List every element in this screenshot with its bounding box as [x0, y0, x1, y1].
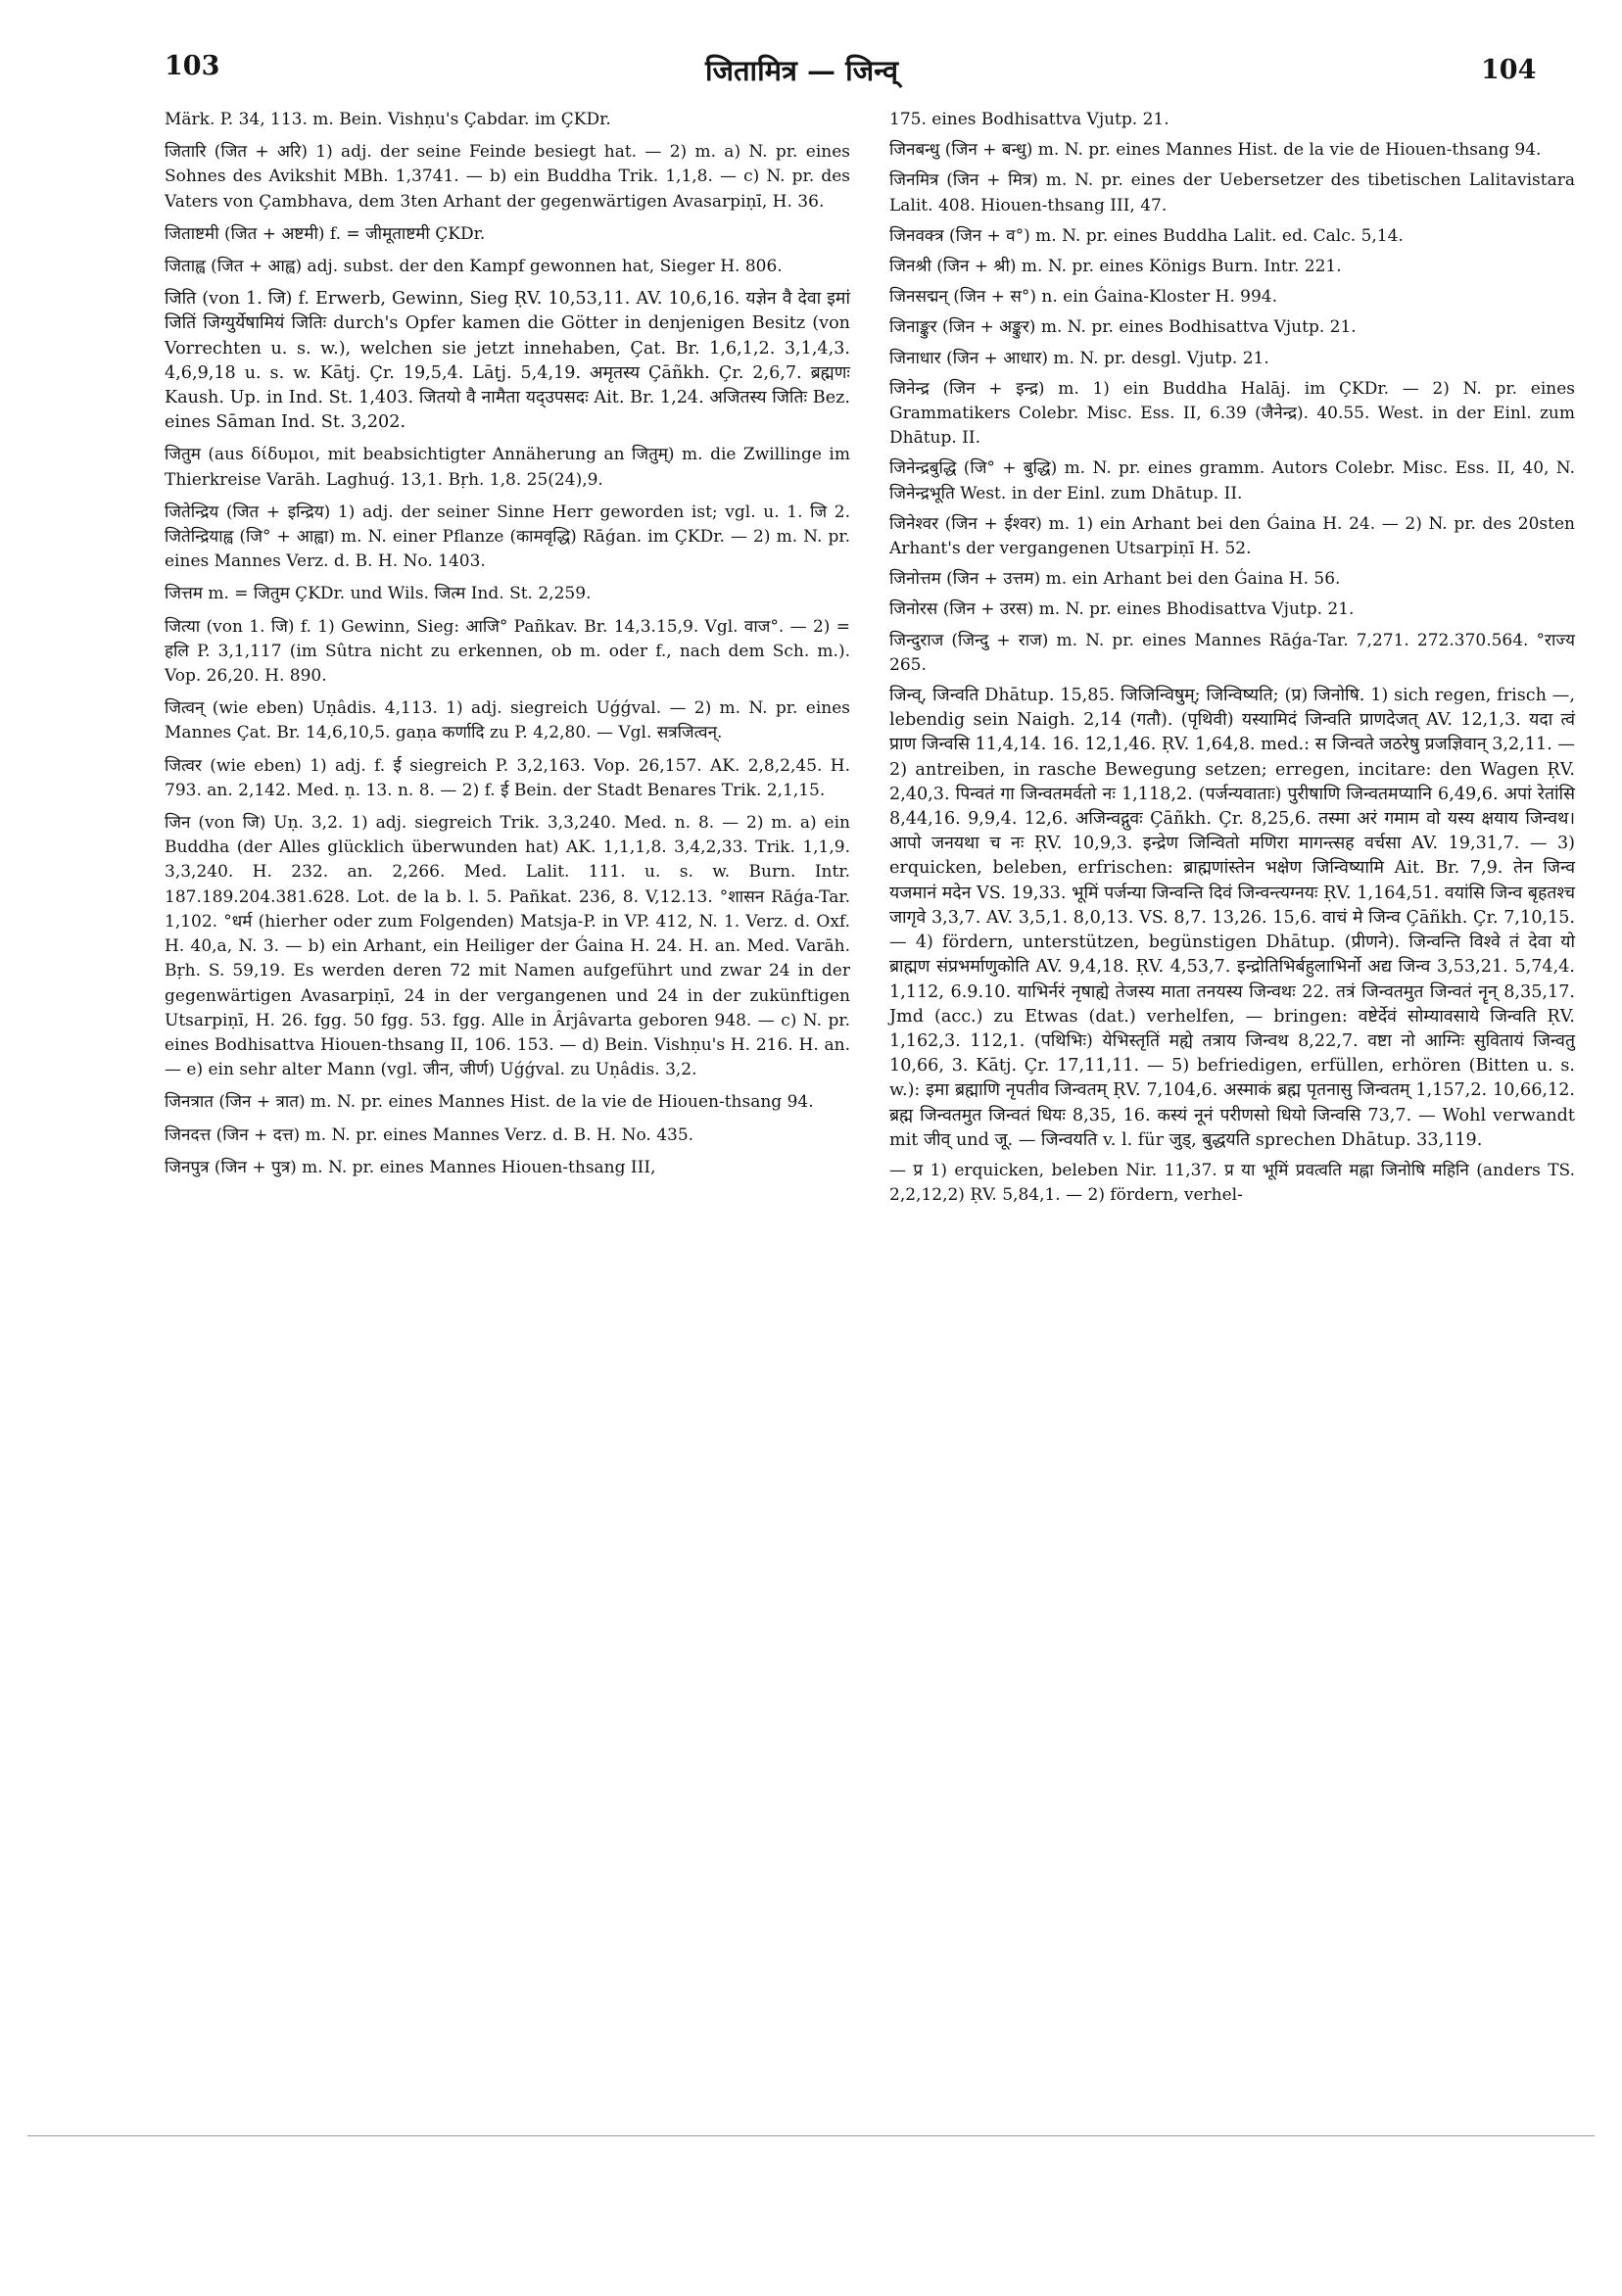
dictionary-entry: जिन्दुराज (जिन्दु + राज) m. N. pr. eines Mannes Rāǵa-Tar. 7,271. 272.370.564. °राज्य 265.	[889, 630, 1575, 675]
left-column	[165, 108, 850, 1188]
page-header	[0, 51, 1622, 90]
dictionary-entry: जिनेन्द्रबुद्धि (जि° + बुद्धि) m. N. pr. eines gramm. Autors Colebr. Misc. Ess. II, 40, N. जिनेन्द्रभूति West. in der Einl. zum Dhātup. II.	[889, 458, 1575, 503]
dictionary-entry: जिताह्व (जित + आह्व) adj. subst. der den Kampf gewonnen hat, Sieger H. 806.	[165, 257, 783, 277]
page-number-left: 103	[165, 51, 220, 81]
dictionary-entry: जिनोत्तम (जिन + उत्तम) m. ein Arhant bei den Ǵaina H. 56.	[889, 569, 1341, 590]
dictionary-entry: जिनदत्त (जिन + दत्त) m. N. pr. eines Mannes Verz. d. B. H. No. 435.	[165, 1124, 694, 1145]
footer-rule	[27, 2135, 1595, 2136]
dictionary-entry: जिनाधार (जिन + आधार) m. N. pr. desgl. Vjutp. 21.	[889, 348, 1269, 368]
dictionary-entry: जिनोरस (जिन + उरस) m. N. pr. eines Bhodisattva Vjutp. 21.	[889, 599, 1355, 620]
dictionary-entry: 175. eines Bodhisattva Vjutp. 21.	[889, 110, 1169, 129]
dictionary-entry: जितारि (जित + अरि) 1) adj. der seine Feinde besiegt hat. — 2) m. a) N. pr. eines Sohnes des Avikshit MBh. 1,3741. — b) ein Buddha Trik. 1,1,8. — c) N. pr. des Vaters von Çambhava, dem 3ten Arhant der gegenwärtigen Avasarpiṇī, H. 36.	[165, 142, 850, 212]
dictionary-entry: जिनबन्धु (जिन + बन्धु) m. N. pr. eines Mannes Hist. de la vie de Hiouen-thsang 94.	[889, 140, 1542, 161]
dictionary-entry: जिनश्री (जिन + श्री) m. N. pr. eines Königs Burn. Intr. 221.	[889, 257, 1342, 277]
dictionary-entry: जित्वन् (wie eben) Uṇâdis. 4,113. 1) adj. siegreich Uǵǵval. — 2) m. N. pr. eines Mannes Çat. Br. 14,6,10,5. gaṇa कर्णादि zu P. 4,2,80. — Vgl. सत्रजित्वन्.	[165, 698, 850, 743]
dictionary-entry: जिनसद्मन् (जिन + स°) n. ein Ǵaina-Kloster H. 994.	[889, 287, 1277, 308]
dictionary-entry: Märk. P. 34, 113. m. Bein. Vishṇu's Çabdar. im ÇKDr.	[165, 110, 611, 129]
dictionary-entry: जितुम (aus δίδυμοι, mit beabsichtigter Annäherung an जितुम्) m. die Zwillinge im Thierkreise Varāh. Laghuǵ. 13,1. Bṛh. 1,8. 25(24),9.	[165, 445, 850, 490]
dictionary-entry: जिन (von जि) Uṇ. 3,2. 1) adj. siegreich Trik. 3,3,240. Med. n. 8. — 2) m. a) ein Buddha (der Alles glücklich überwunden hat) AK. 1,1,1,8. 3,4,2,33. Trik. 1,1,9. 3,3,240. H. 232. an. 2,266. Med. Lalit. 111. u. s. w. Burn. Intr. 187.189.204.381.628. Lot. de la b. l. 5. Pañkat. 236, 8. V,12.13. °शासन Rāǵa-Tar. 1,102. °धर्म (hierher oder zum Folgenden) Matsja-P. in VP. 412, N. 1. Verz. d. Oxf. H. 40,a, N. 3. — b) ein Arhant, ein Heiliger der Ǵaina H. 24. H. an. Med. Varāh. Bṛh. S. 59,19. Es werden deren 72 mit Namen aufgeführt und zwar 24 in der gegenwärtigen Avasarpiṇī, 24 in der vergangenen und 24 in der zukünftigen Utsarpiṇī, H. 26. fgg. 50 fgg. 53. fgg. Alle in Ârjâvarta geboren 948. — c) N. pr. eines Bodhisattva Hiouen-thsang II, 106. 153. — d) Bein. Vishṇu's H. 216. H. an. — e) ein sehr alter Mann (vgl. जीन, जीर्ण) Uǵǵval. zu Uṇâdis. 3,2.	[165, 813, 850, 1080]
dictionary-entry: जिनवक्त्र (जिन + व°) m. N. pr. eines Buddha Lalit. ed. Calc. 5,14.	[889, 225, 1404, 246]
dictionary-entry: जिति (von 1. जि) f. Erwerb, Gewinn, Sieg ṚV. 10,53,11. AV. 10,6,16. यज्ञेन वै देवा इमां जितिं जिग्युर्येषामियं जितिः durch's Opfer kamen die Götter in denjenigen Besitz (von Vorrechten u. s. w.), welchen sie jetzt innehaben, Çat. Br. 1,6,1,2. 3,1,4,3. 4,6,9,18 u. s. w. Kātj. Çr. 19,5,4. Lāṭj. 5,4,19. अमृतस्य Çāñkh. Çr. 2,6,7. ब्रह्मणः Kaush. Up. in Ind. St. 1,403. जितयो वै नामैता यद्उपसदः Ait. Br. 1,24. अजितस्य जितिः Bez. eines Sāman Ind. St. 3,202.	[165, 289, 850, 433]
dictionary-entry: जिनेन्द्र (जिन + इन्द्र) m. 1) ein Buddha Halāj. im ÇKDr. — 2) N. pr. eines Grammatikers Colebr. Misc. Ess. II, 6.39 (जैनेन्द्र). 40.55. West. in der Einl. zum Dhātup. II.	[889, 378, 1575, 449]
dictionary-entry: जिनमित्र (जिन + मित्र) m. N. pr. eines der Uebersetzer des tibetischen Lalitavistara Lalit. 408. Hiouen-thsang III, 47.	[889, 170, 1575, 215]
dictionary-entry: जित्या (von 1. जि) f. 1) Gewinn, Sieg: आजि° Pañkav. Br. 14,3.15,9. Vgl. वाज°. — 2) = हलि P. 3,1,117 (im Sûtra nicht zu erkennen, ob m. oder f., nach dem Sch. m.). Vop. 26,20. H. 890.	[165, 616, 850, 687]
dictionary-entry: जिताष्टमी (जित + अष्टमी) f. = जीमूताष्टमी ÇKDr.	[165, 223, 486, 244]
running-title: जितामित्र — जिन्व्	[705, 54, 898, 87]
page-number-right: 104	[1481, 55, 1537, 85]
dictionary-entry: जित्तम m. = जितुम ÇKDr. und Wils. जित्म Ind. St. 2,259.	[165, 584, 592, 604]
right-column	[889, 108, 1575, 1214]
dictionary-entry: जित्वर (wie eben) 1) adj. f. ई siegreich P. 3,2,163. Vop. 26,157. AK. 2,8,2,45. H. 793. an. 2,142. Med. ṇ. 13. n. 8. — 2) f. ई Bein. der Stadt Benares Trik. 2,1,15.	[165, 755, 850, 800]
dictionary-entry: जिन्व्, जिन्वति Dhātup. 15,85. जिजिन्विषुम्; जिन्विष्यति; (प्र) जिनोषि. 1) sich regen, frisch —, lebendig sein Naigh. 2,14 (गतौ). (पृथिवी) यस्यामिदं जिन्वति प्राणदेजत् AV. 12,1,3. यदा त्वं प्राण जिन्वसि 11,4,14. 16. 12,1,46. ṚV. 1,64,8. med.: स जिन्वते जठरेषु प्रजज्ञिवान् 3,2,11. — 2) antreiben, in rasche Bewegung setzen; erregen, incitare: den Wagen ṚV. 2,40,3. पिन्वतं गा जिन्वतमर्वतो नः 1,118,2. (पर्जन्यवाताः) पुरीषाणि जिन्वतमप्यानि 6,49,6. अपां रेतांसि 8,44,16. 9,9,4. 12,6. अजिन्वद्गुवः Çāñkh. Çr. 8,25,6. तस्मा अरं गमाम वो यस्य क्षयाय जिन्वथ। आपो जनयथा च नः ṚV. 10,9,3. इन्द्रेण जिन्वितो मणिरा मागन्त्सह वर्चसा AV. 19,31,7. — 3) erquicken, beleben, erfrischen: ब्राह्मणांस्तेन भक्षेण जिन्विष्यामि Ait. Br. 7,9. तेन जिन्व यजमानं मदेन VS. 19,33. भूमिं पर्जन्या जिन्वन्ति दिवं जिन्वन्त्यग्नयः ṚV. 1,164,51. वयांसि जिन्व बृहतश्च जागृवे 3,3,7. AV. 3,5,1. 8,0,13. VS. 8,7. 13,26. 15,6. वाचं मे जिन्व Çāñkh. Çr. 7,10,15. — 4) fördern, unterstützen, begünstigen Dhātup. (प्रीणने). जिन्वन्ति विश्वे तं देवा यो ब्राह्मण संप्रभर्माणुकोति AV. 9,4,18. ṚV. 4,53,7. इन्द्रोतिभिर्बहुलाभिर्नो अद्य जिन्व 3,53,21. 5,74,4. 1,112, 6.9.10. याभिर्नरं नृषाह्ये तेजस्य माता तनयस्य जिन्वथः 22. तत्रं जिन्वतमुत जिन्वतं नॄन् 8,35,17. Jmd (acc.) zu Etwas (dat.) verhelfen, — bringen: वष्टेर्देवं सोम्यावसाये जिन्वति ṚV. 1,162,3. 112,1. (पथिभिः) येभिस्तृतिं मह्ये तत्राय जिन्वथ 8,22,7. वष्टा नो आग्निः सुवितायं जिन्वतु 10,66, 3. Kātj. Çr. 17,11,11. — 5) befriedigen, erfüllen, erhören (Bitten u. s. w.): इमा ब्रह्माणि नृपतीव जिन्वतम् ṚV. 7,104,6. अस्माकं ब्रह्म पृतनासु जिन्वतम् 1,157,2. 10,66,12. ब्रह्म जिन्वतमुत जिन्वतं धियः 8,35, 16. कस्यं नूनं परीणसो धियो जिन्वसि 73,7. — Wohl verwandt mit जीव् und जू. — जिन्वयति v. l. für जुड्, बुद्धयति sprechen Dhātup. 33,119.	[889, 686, 1575, 1150]
dictionary-entry: — प्र 1) erquicken, beleben Nir. 11,37. प्र या भूमिं प्रवत्वति मह्ना जिनोषि महिनि (anders TS. 2,2,12,2) ṚV. 5,84,1. — 2) fördern, verhel-	[889, 1160, 1575, 1206]
dictionary-entry: जिनेश्वर (जिन + ईश्वर) m. 1) ein Arhant bei den Ǵaina H. 24. — 2) N. pr. des 20sten Arhant's der vergangenen Utsarpiṇī H. 52.	[889, 513, 1575, 559]
dictionary-entry: जिनपुत्र (जिन + पुत्र) m. N. pr. eines Mannes Hiouen-thsang III,	[165, 1157, 656, 1177]
dictionary-entry: जिनाङ्कुर (जिन + अङ्कुर) m. N. pr. eines Bodhisattva Vjutp. 21.	[889, 317, 1357, 338]
dictionary-entry: जितेन्द्रिय (जित + इन्द्रिय) 1) adj. der seiner Sinne Herr geworden ist; vgl. u. 1. जि 2. जितेन्द्रियाह्व (जि° + आह्वा) m. N. einer Pflanze (कामवृद्धि) Rāǵan. im ÇKDr. — 2) m. N. pr. eines Mannes Verz. d. B. H. No. 1403.	[165, 502, 850, 572]
dictionary-entry: जिनत्रात (जिन + त्रात) m. N. pr. eines Mannes Hist. de la vie de Hiouen-thsang 94.	[165, 1092, 814, 1113]
